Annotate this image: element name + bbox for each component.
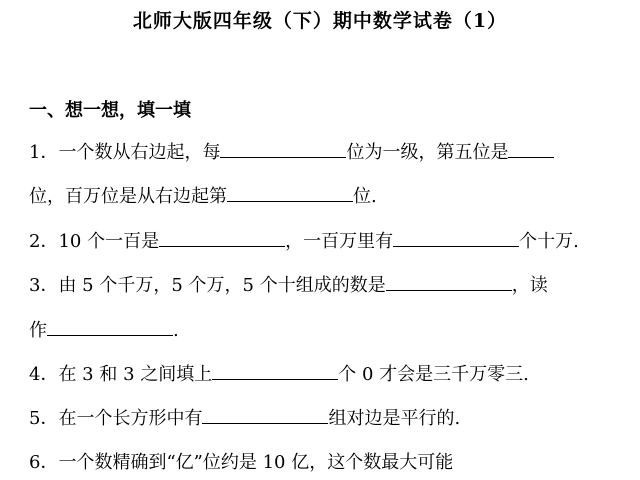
question-text: 作 [29, 320, 47, 341]
question-text: 6．一个数精确到“亿”位约是 10 亿，这个数最大可能 [29, 452, 454, 473]
answer-blank[interactable] [508, 139, 554, 158]
question-1-line-2 [29, 183, 377, 210]
question-2 [29, 228, 579, 255]
question-text: 4．在 3 和 3 之间填上 [29, 364, 213, 385]
answer-blank[interactable] [227, 183, 353, 202]
question-3-line-2 [29, 317, 179, 344]
answer-blank[interactable] [202, 405, 328, 424]
question-text: . [173, 320, 179, 341]
question-4 [29, 361, 529, 388]
question-3-line-1 [29, 272, 548, 299]
question-text: 个十万. [519, 231, 579, 252]
page-title: 北师大版四年级（下）期中数学试卷（1） [132, 10, 508, 32]
question-6 [29, 450, 453, 476]
question-text: 组对边是平行的. [328, 408, 461, 429]
question-text: 1．一个数从右边起，每 [29, 142, 221, 163]
question-text: 5．在一个长方形中有 [29, 408, 203, 429]
answer-blank[interactable] [393, 228, 519, 247]
answer-blank[interactable] [159, 228, 285, 247]
question-text: 位. [353, 186, 377, 207]
question-text: ，读 [511, 275, 548, 296]
question-text: 3．由 5 个千万，5 个万，5 个十组成的数是 [29, 275, 386, 296]
question-text: 位，百万位是从右边起第 [29, 186, 227, 207]
question-text: 个 0 才会是三千万零三. [338, 364, 529, 385]
question-text: 位为一级，第五位是 [346, 142, 509, 163]
answer-blank[interactable] [220, 139, 346, 158]
question-text: ，一百万里有 [285, 231, 394, 252]
section-heading: 一、想一想，填一填 [29, 100, 191, 121]
question-5 [29, 405, 460, 432]
question-1-line-1 [29, 139, 554, 166]
answer-blank[interactable] [386, 272, 512, 291]
question-text: 2．10 个一百是 [29, 231, 160, 252]
answer-blank[interactable] [47, 317, 173, 336]
answer-blank[interactable] [212, 361, 338, 380]
